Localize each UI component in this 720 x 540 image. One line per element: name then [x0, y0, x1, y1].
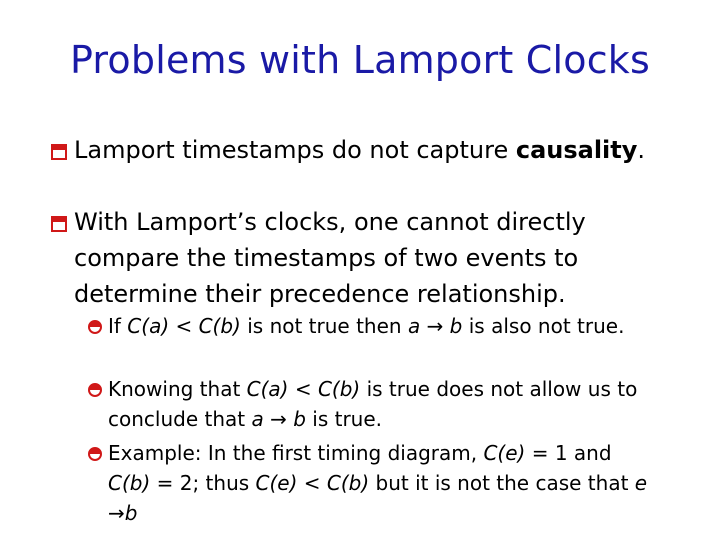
square-bullet-icon	[50, 204, 68, 240]
square-bullet-icon	[50, 132, 68, 168]
sub-text-part: Knowing that	[108, 377, 247, 401]
sub-math-part: b	[443, 314, 463, 338]
sub-math-part: C(e) < C(b)	[255, 471, 370, 495]
bullet-compare-timestamps	[50, 204, 660, 312]
sub-bullet-knowing	[88, 374, 658, 434]
circle-bullet-icon	[88, 311, 104, 341]
circle-bullet-icon	[88, 374, 104, 404]
circle-bullet-icon	[88, 438, 104, 468]
sub-math-part: C(a) < C(b)	[246, 377, 361, 401]
arrow-symbol: →	[426, 314, 444, 338]
sub-math-part: b	[124, 501, 138, 525]
sub-math-part: e	[634, 471, 648, 495]
sub-math-part: a	[407, 314, 427, 338]
sub-text-part: Example: In the first timing diagram,	[108, 441, 484, 465]
sub-text-part: = 1 and	[525, 441, 612, 465]
sub-math-part: C(b)	[108, 471, 151, 495]
sub-text-part: is also not true.	[462, 314, 625, 338]
sub-math-part: b	[286, 407, 306, 431]
sub-text-part: is true.	[305, 407, 383, 431]
sub-bullet-example	[88, 438, 658, 528]
sub-text-part: but it is not the case that	[369, 471, 635, 495]
bullet-text-part: Lamport timestamps do not capture	[74, 136, 516, 164]
sub-math-part: C(e)	[483, 441, 526, 465]
slide-title: Problems with Lamport Clocks	[69, 38, 651, 82]
sub-text-part: = 2; thus	[150, 471, 256, 495]
sub-bullet-not-true	[88, 311, 658, 341]
sub-text-part: is not true then	[240, 314, 408, 338]
arrow-symbol: →	[270, 407, 287, 431]
sub-text-part: is true does not allow us to conclude that	[108, 377, 638, 431]
bullet-text-part: .	[637, 136, 646, 164]
sub-math-part: C(a) < C(b)	[127, 314, 241, 338]
arrow-symbol: →	[108, 501, 125, 525]
sub-text-part: If	[108, 314, 128, 338]
bullet-lamport-causality	[50, 132, 660, 168]
sub-math-part: a	[251, 407, 271, 431]
bullet-text: With Lamport’s clocks, one cannot directly compare the timestamps of two events to determine their precedence relationship.	[74, 208, 586, 308]
bullet-emphasis-causality: causality	[515, 136, 638, 164]
